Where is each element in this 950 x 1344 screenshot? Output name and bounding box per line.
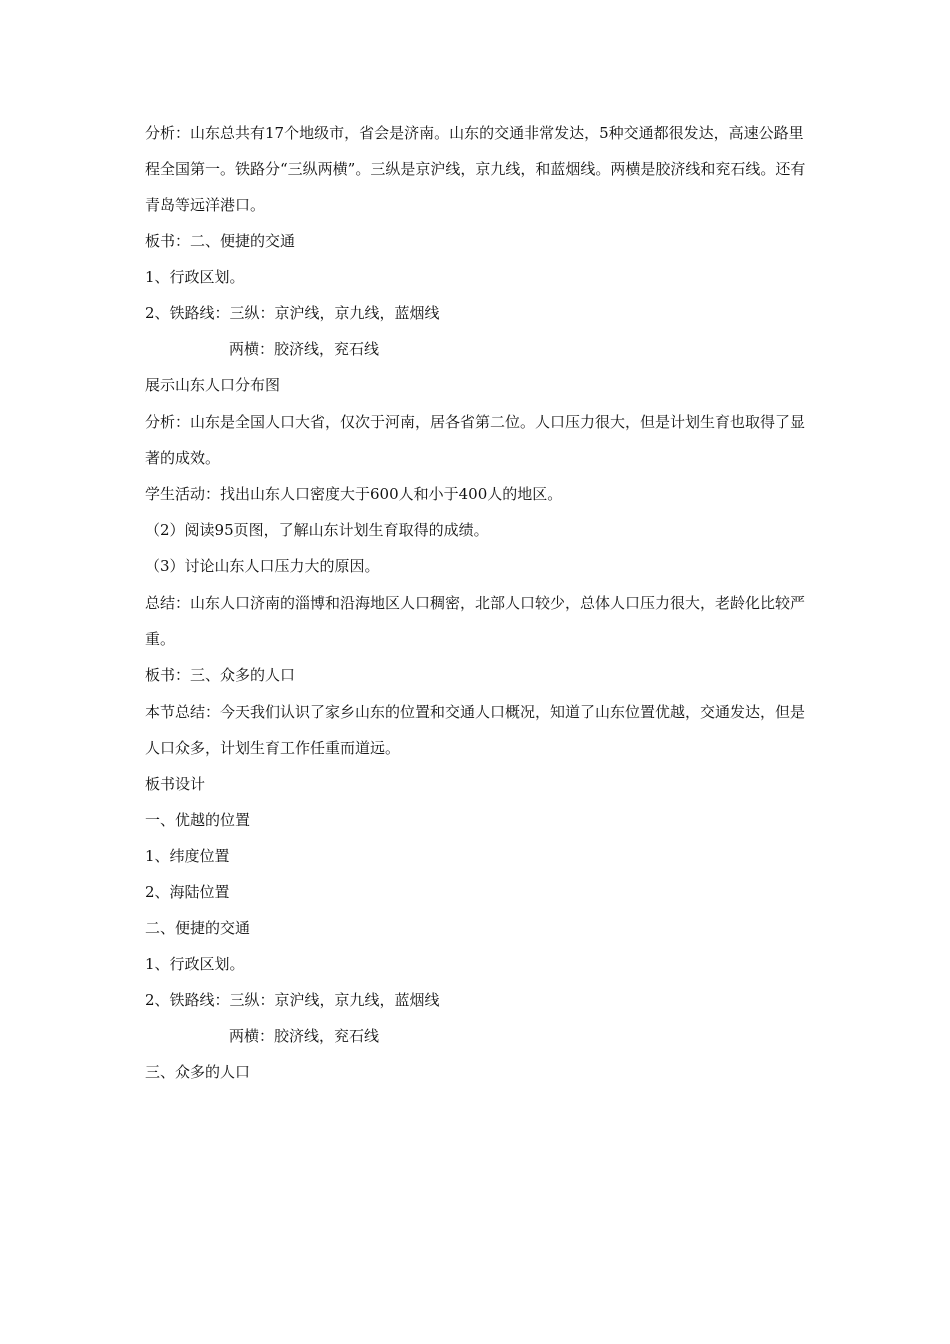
outline-heading-location: 一、优越的位置 — [145, 811, 251, 829]
activity-item-2: （2）阅读95页图，了解山东计划生育取得的成绩。 — [145, 521, 489, 539]
activity-item-3: （3）讨论山东人口压力大的原因。 — [145, 557, 380, 575]
list-item-railways: 2、铁路线：三纵：京沪线，京九线，蓝烟线 — [145, 304, 440, 322]
list-item-administrative: 1、行政区划。 — [145, 268, 245, 286]
analysis-paragraph-transport: 分析：山东总共有17个地级市，省会是济南。山东的交通非常发达，5种交通都很发达，高速公路里程全国第一。铁路分“三纵两横”。三纵是京沪线，京九线，和蓝烟线。两横是胶济线和兖石线。还有青岛等远洋港口。 — [145, 124, 806, 214]
outline-item-sea-land: 2、海陆位置 — [145, 883, 230, 901]
summary-paragraph: 总结：山东人口济南的淄博和沿海地区人口稠密，北部人口较少，总体人口压力很大，老龄化比较严重。 — [145, 594, 806, 648]
board-design-title: 板书设计 — [145, 775, 206, 793]
outline-heading-transport: 二、便捷的交通 — [145, 919, 251, 937]
board-heading-population: 板书：三、众多的人口 — [145, 666, 296, 684]
outline-item-railways-horizontal: 两横：胶济线，兖石线 — [229, 1027, 380, 1045]
board-heading-transport: 板书：二、便捷的交通 — [145, 232, 296, 250]
student-activity: 学生活动：找出山东人口密度大于600人和小于400人的地区。 — [145, 485, 563, 503]
document-body — [145, 122, 810, 1098]
show-population-map: 展示山东人口分布图 — [145, 376, 281, 394]
outline-item-administrative: 1、行政区划。 — [145, 955, 245, 973]
outline-item-railways: 2、铁路线：三纵：京沪线，京九线，蓝烟线 — [145, 991, 440, 1009]
outline-heading-population: 三、众多的人口 — [145, 1063, 251, 1081]
list-item-railways-horizontal: 两横：胶济线，兖石线 — [229, 340, 380, 358]
analysis-paragraph-population: 分析：山东是全国人口大省，仅次于河南，居各省第二位。人口压力很大，但是计划生育也取得了显著的成效。 — [145, 413, 806, 467]
outline-item-latitude: 1、纬度位置 — [145, 847, 230, 865]
section-summary-paragraph: 本节总结：今天我们认识了家乡山东的位置和交通人口概况，知道了山东位置优越，交通发达，但是人口众多，计划生育工作任重而道远。 — [145, 703, 806, 757]
